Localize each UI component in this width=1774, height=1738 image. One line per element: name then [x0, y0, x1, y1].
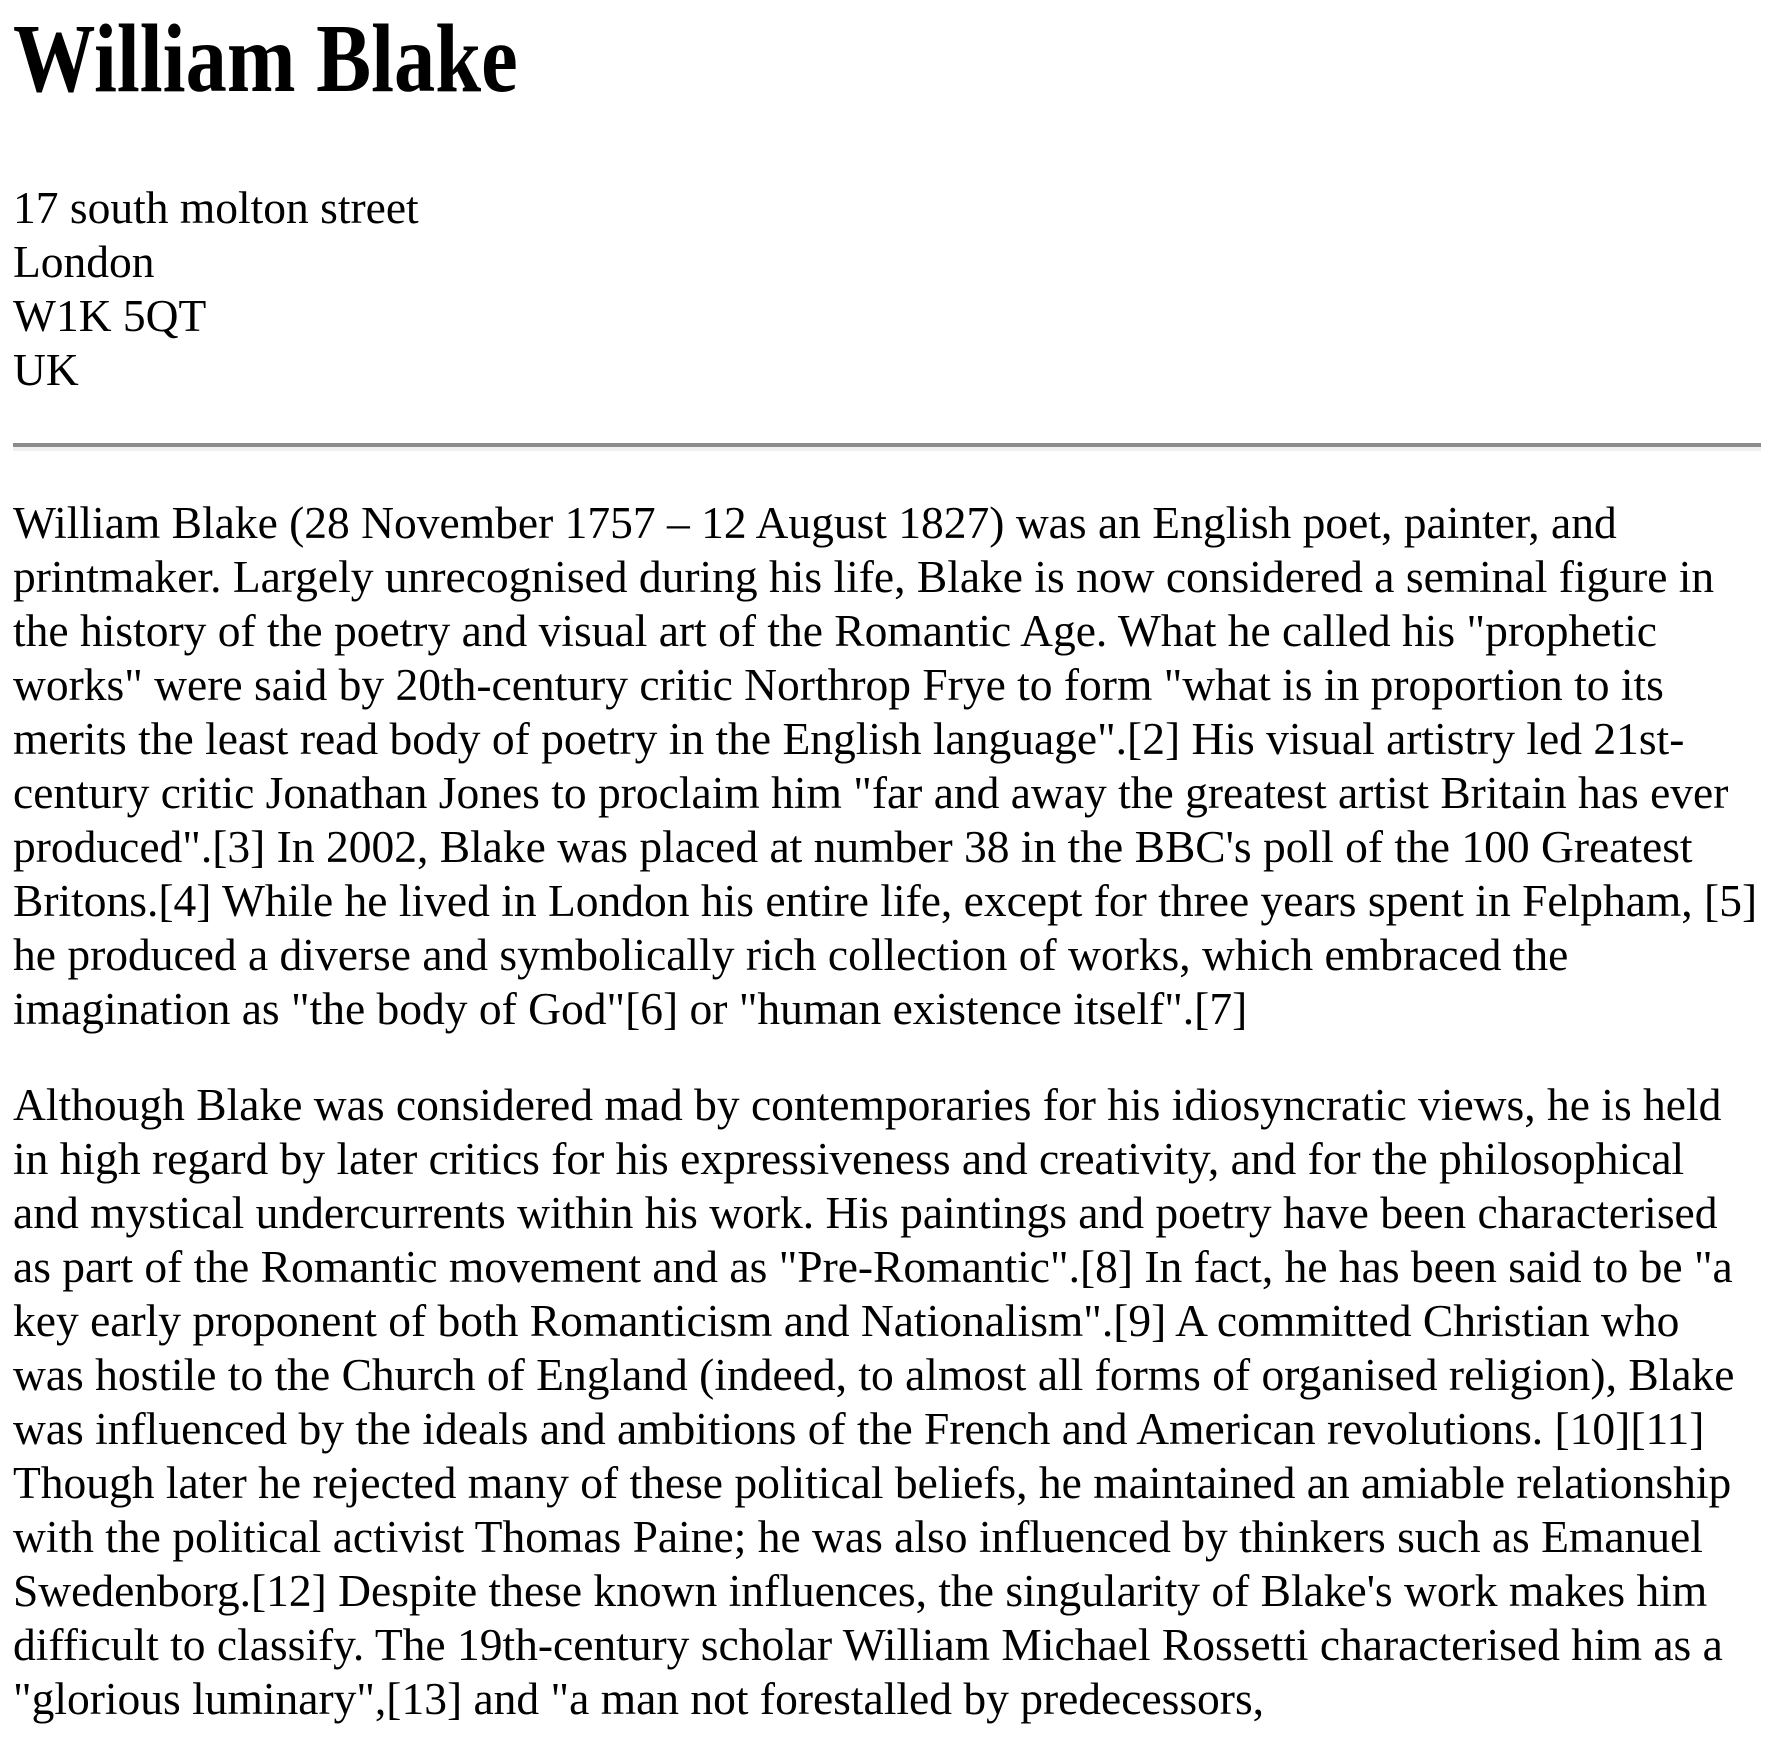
divider: [13, 443, 1761, 451]
document-page: [0, 6, 1774, 1738]
article: [0, 6, 1774, 1726]
address-line-street: 17 south molton street: [13, 181, 419, 233]
address-line-country: UK: [13, 343, 79, 395]
page-title: William Blake: [13, 5, 518, 112]
address-line-city: London: [13, 235, 155, 287]
address-block: [13, 181, 1761, 397]
bio-paragraph-2: Although Blake was considered mad by contemporaries for his idiosyncratic views, he is held in high regard by later critics for his expressiveness and creativity, and for the philosophical and mystical undercurrents within his work. His paintings and poetry have been characterised as part of the Romantic movement and as "Pre-Romantic".[8] In fact, he has been said to be "a key early proponent of both Romanticism and Nationalism".[9] A committed Christian who was hostile to the Church of England (indeed, to almost all forms of organised religion), Blake was influenced by the ideals and ambitions of the French and American revolutions. [10][11] Though later he rejected many of these political beliefs, he maintained an amiable relationship with the political activist Thomas Paine; he was also influenced by thinkers such as Emanuel Swedenborg.[12] Despite these known influences, the singularity of Blake's work makes him difficult to classify. The 19th-century scholar William Michael Rossetti characterised him as a "glorious luminary",[13] and "a man not forestalled by predecessors,: [13, 1078, 1735, 1724]
address-line-postcode: W1K 5QT: [13, 289, 207, 341]
bio-paragraph-1: William Blake (28 November 1757 – 12 August 1827) was an English poet, painter, and printmaker. Largely unrecognised during his life, Blake is now considered a seminal figure in the history of the poetry and visual art of the Romantic Age. What he called his "prophetic works" were said by 20th-century critic Northrop Frye to form "what is in proportion to its merits the least read body of poetry in the English language".[2] His visual artistry led 21st-century critic Jonathan Jones to proclaim him "far and away the greatest artist Britain has ever produced".[3] In 2002, Blake was placed at number 38 in the BBC's poll of the 100 Greatest Britons.[4] While he lived in London his entire life, except for three years spent in Felpham, [5] he produced a diverse and symbolically rich collection of works, which embraced the imagination as "the body of God"[6] or "human existence itself".[7]: [13, 496, 1758, 1034]
